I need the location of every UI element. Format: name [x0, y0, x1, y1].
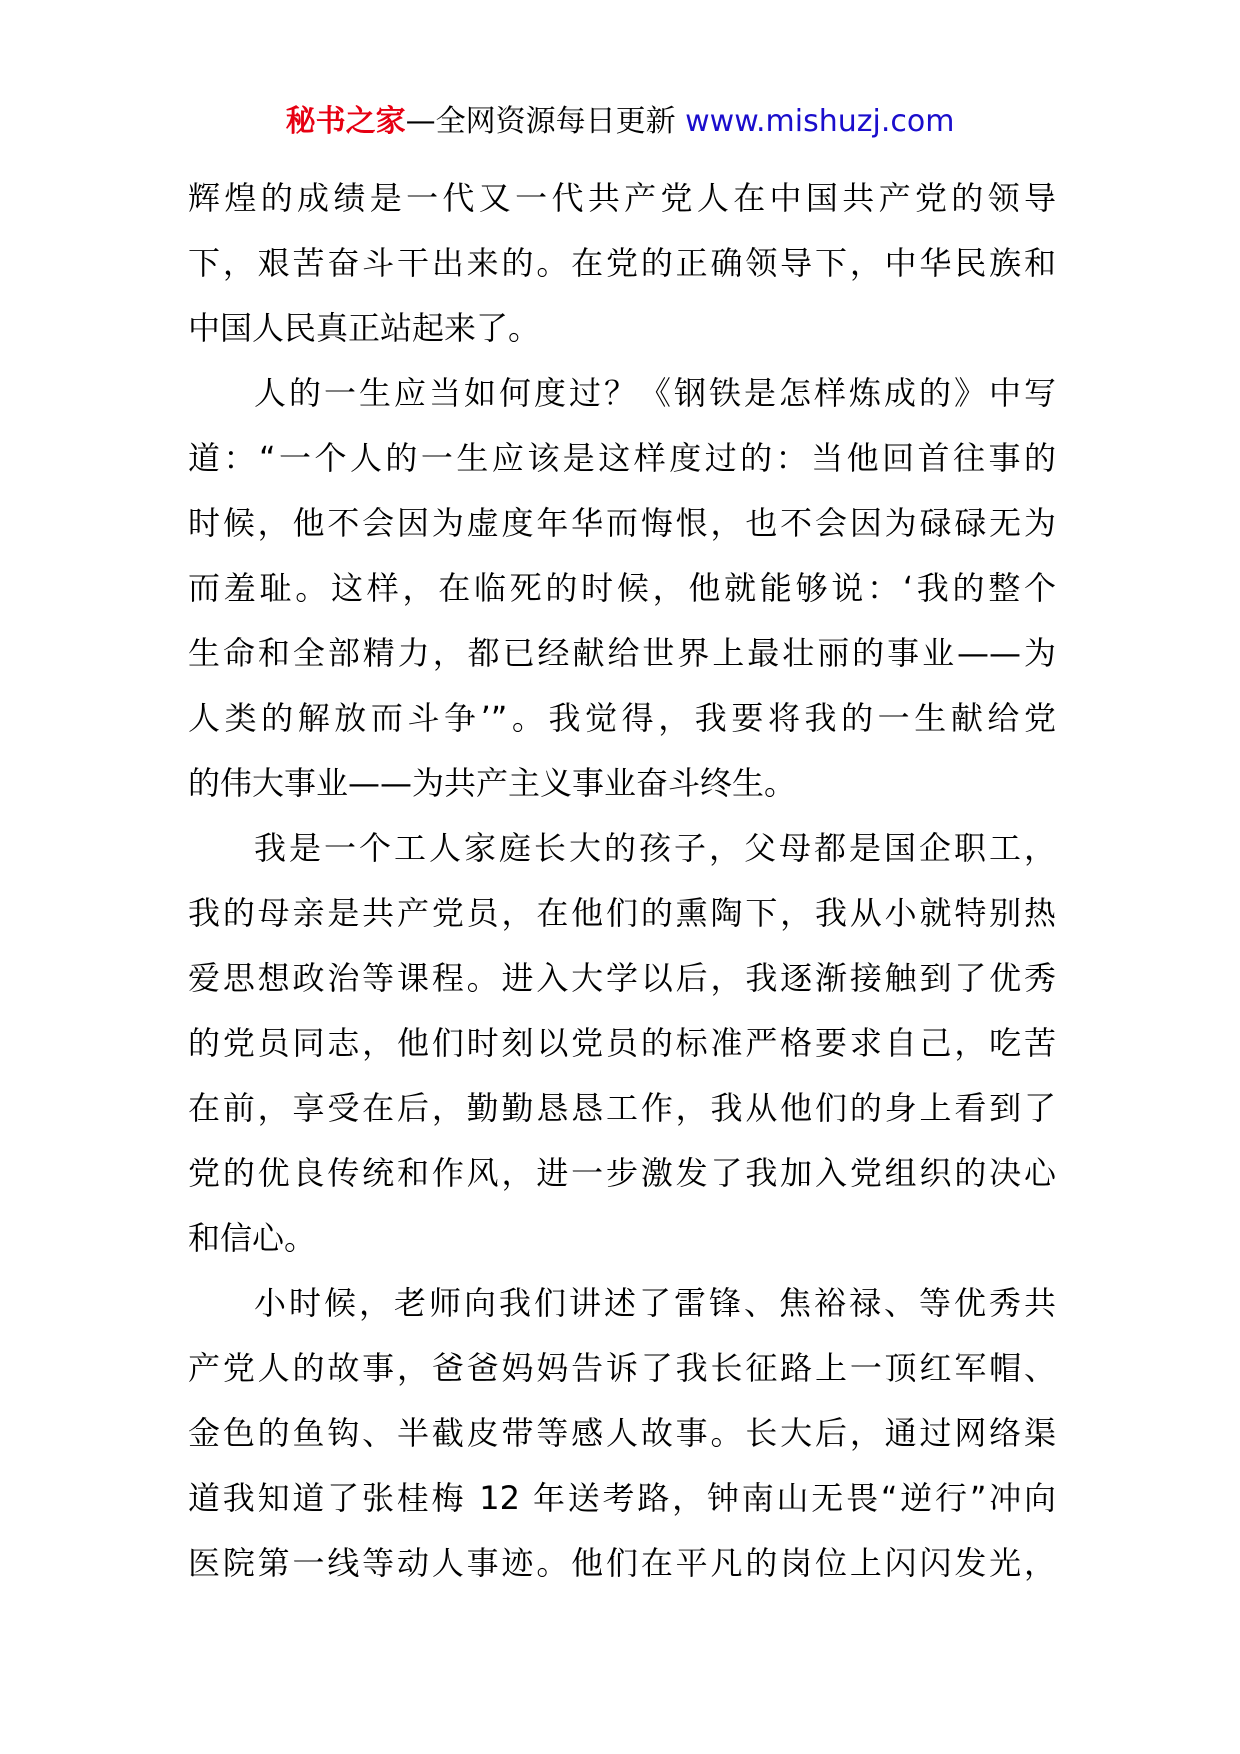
text-line: 我是一个工人家庭长大的孩子，父母都是国企职工， — [254, 829, 1056, 867]
text-line: 的伟大事业——为共产主义事业奋斗终生。 — [188, 764, 797, 802]
brand-name: 秘书之家 — [285, 104, 406, 139]
site-url-link[interactable]: www.mishuzj.com — [685, 104, 955, 139]
text-line: 生命和全部精力，都已经献给世界上最壮丽的事业——为 — [188, 634, 1056, 672]
text-line: 人类的解放而斗争’”。我觉得，我要将我的一生献给党 — [188, 699, 1056, 737]
text-line: 和信心。 — [188, 1219, 317, 1257]
text-line: 辉煌的成绩是一代又一代共产党人在中国共产党的领导 — [188, 179, 1056, 217]
text-line: 我的母亲是共产党员，在他们的熏陶下，我从小就特别热 — [188, 894, 1056, 932]
text-line: 金色的鱼钩、半截皮带等感人故事。长大后，通过网络渠 — [188, 1414, 1056, 1452]
text-line: 人的一生应当如何度过？《钢铁是怎样炼成的》中写 — [254, 374, 1056, 412]
paragraph-3 — [188, 816, 1056, 1271]
page-header — [0, 100, 1240, 144]
text-line: 爱思想政治等课程。进入大学以后，我逐渐接触到了优秀 — [188, 959, 1056, 997]
header-tagline: —全网资源每日更新 — [405, 104, 676, 139]
text-line: 道我知道了张桂梅 12 年送考路，钟南山无畏“逆行”冲向 — [188, 1479, 1056, 1517]
text-line: 小时候，老师向我们讲述了雷锋、焦裕禄、等优秀共 — [254, 1284, 1056, 1322]
text-line: 下，艰苦奋斗干出来的。在党的正确领导下，中华民族和 — [188, 244, 1056, 282]
text-line: 道：“一个人的一生应该是这样度过的：当他回首往事的 — [188, 439, 1056, 477]
document-body — [188, 166, 1056, 1596]
text-line: 的党员同志，他们时刻以党员的标准严格要求自己，吃苦 — [188, 1024, 1056, 1062]
paragraph-1 — [188, 166, 1056, 361]
text-line: 在前，享受在后，勤勤恳恳工作，我从他们的身上看到了 — [188, 1089, 1056, 1127]
text-line: 医院第一线等动人事迹。他们在平凡的岗位上闪闪发光， — [188, 1544, 1056, 1582]
text-line: 中国人民真正站起来了。 — [188, 309, 541, 347]
text-line: 产党人的故事，爸爸妈妈告诉了我长征路上一顶红军帽、 — [188, 1349, 1056, 1387]
text-line: 而羞耻。这样，在临死的时候，他就能够说：‘我的整个 — [188, 569, 1056, 607]
text-line: 党的优良传统和作风，进一步激发了我加入党组织的决心 — [188, 1154, 1056, 1192]
text-line: 时候，他不会因为虚度年华而悔恨，也不会因为碌碌无为 — [188, 504, 1056, 542]
paragraph-2 — [188, 361, 1056, 816]
paragraph-4 — [188, 1271, 1056, 1596]
